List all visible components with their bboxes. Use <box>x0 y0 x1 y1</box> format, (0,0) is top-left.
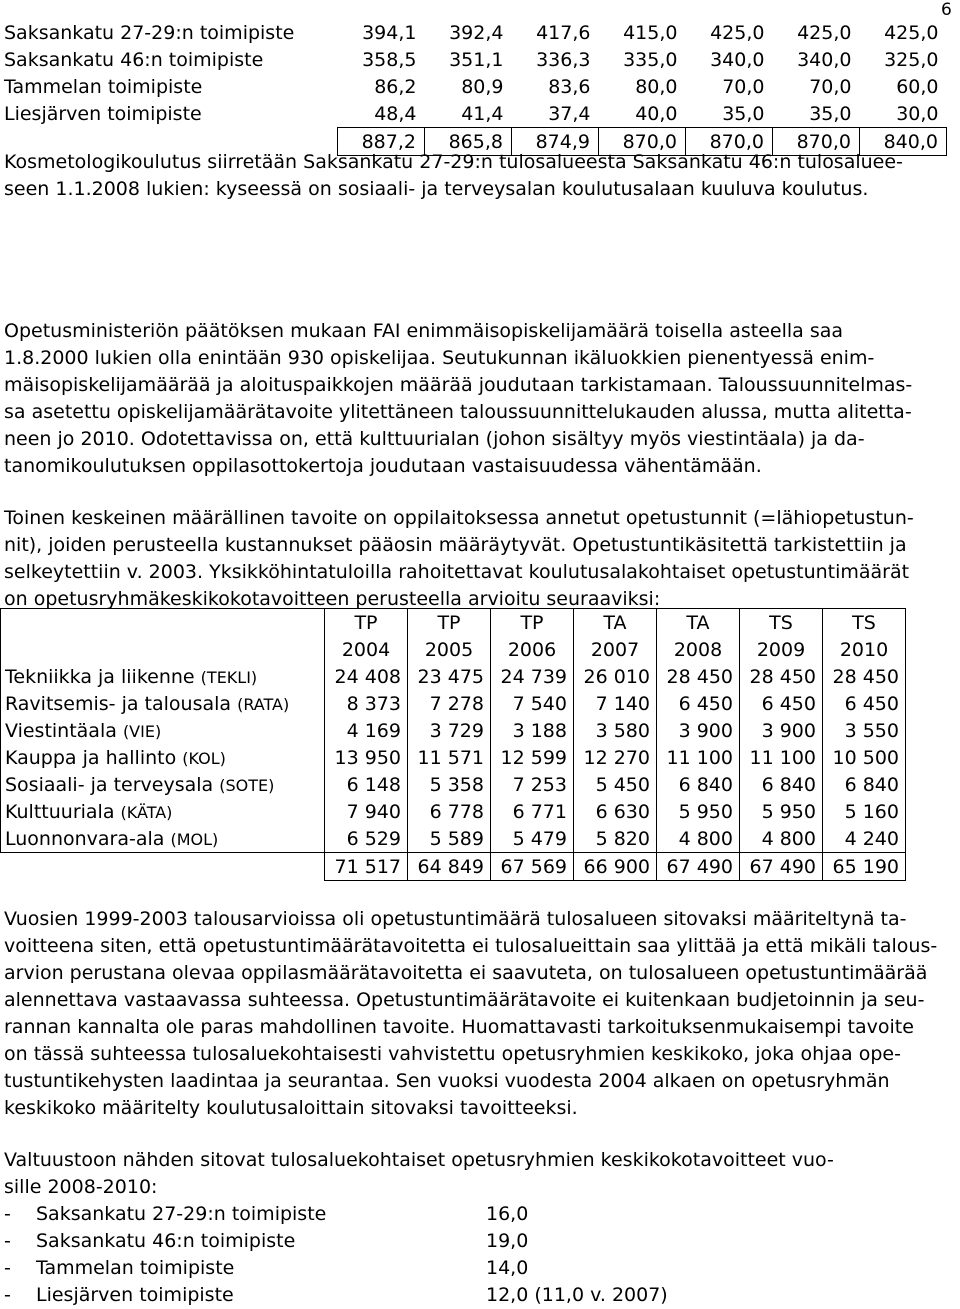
field-name: Kulttuuriala <box>5 800 115 823</box>
table-cell: 28 450 <box>823 663 906 690</box>
list-item-label: Liesjärven toimipiste <box>36 1284 234 1306</box>
table-cell: 12 599 <box>491 744 574 771</box>
paragraph-line: selkeytettiin v. 2003. Yksikköhintatuloilla rahoitettavat koulutusalakohtaiset opetustuntimäärät <box>4 561 910 583</box>
list-item <box>4 1228 528 1255</box>
table-cell: 24 739 <box>491 663 574 690</box>
column-header: TP <box>408 609 491 637</box>
column-year: 2006 <box>491 636 574 663</box>
list-item-label: Tammelan toimipiste <box>36 1257 235 1279</box>
row-label: Tammelan toimipiste <box>4 75 203 98</box>
header-row <box>1 609 906 637</box>
total-cell: 840,0 <box>860 128 947 156</box>
paragraph-line: on tässä suhteessa tulosaluekohtaisesti vahvistettu opetusryhmien keskikoko, joka ohjaa ope- <box>4 1043 901 1065</box>
table-cell: 5 820 <box>574 825 657 853</box>
table-cell: 7 140 <box>574 690 657 717</box>
table-row <box>0 19 947 46</box>
column-year: 2005 <box>408 636 491 663</box>
column-header: TS <box>823 609 906 637</box>
row-label: Liesjärven toimipiste <box>4 102 202 125</box>
list-item <box>4 1282 668 1309</box>
paragraph-line: 1.8.2000 lukien olla enintään 930 opiskelijaa. Seutukunnan ikäluokkien pienentyessä enim- <box>4 347 875 369</box>
paragraph-line: tustuntikehysten laadintaa ja seurantaa. Sen vuoksi vuodesta 2004 alkaen on opetusryhmän <box>4 1070 890 1092</box>
column-header: TP <box>491 609 574 637</box>
table-row <box>0 73 947 100</box>
field-name: Sosiaali- ja terveysala <box>5 773 214 796</box>
note-text-line: Kosmetologikoulutus siirretään Saksankatu 27-29:n tulosalueesta Saksankatu 46:n tulosaluee- <box>4 151 903 173</box>
table-row <box>0 46 947 73</box>
table-cell: 6 529 <box>325 825 408 853</box>
total-cell: 870,0 <box>773 128 860 156</box>
paragraph-line: Opetusministeriön päätöksen mukaan FAI enimmäisopiskelijamäärä toisella asteella saa <box>4 320 844 342</box>
list-bullet: - <box>4 1257 11 1279</box>
list-item-value: 16,0 <box>486 1203 529 1225</box>
table-cell: 325,0 <box>884 48 939 71</box>
total-cell: 887,2 <box>338 128 425 156</box>
table-cell: 340,0 <box>710 48 765 71</box>
table-cell: 7 940 <box>325 798 408 825</box>
teaching-hours-table <box>0 608 906 881</box>
field-name: Ravitsemis- ja talousala <box>5 692 232 715</box>
table-cell: 24 408 <box>325 663 408 690</box>
table-cell: 3 188 <box>491 717 574 744</box>
list-item <box>4 1255 528 1282</box>
list-item-value: 19,0 <box>486 1230 529 1252</box>
table-cell: 6 840 <box>657 771 740 798</box>
field-abbreviation: (KOL) <box>182 748 226 768</box>
column-year: 2008 <box>657 636 740 663</box>
table-cell: 60,0 <box>896 75 939 98</box>
table-row <box>1 717 906 744</box>
paragraph-line: nit), joiden perusteella kustannukset pääosin määräytyvät. Opetustuntikäsitettä tarkistettiin ja <box>4 534 907 556</box>
total-cell: 870,0 <box>599 128 686 156</box>
table-cell: 10 500 <box>823 744 906 771</box>
table-cell: 70,0 <box>722 75 765 98</box>
table-cell: 415,0 <box>623 21 678 44</box>
field-name: Viestintäala <box>5 719 117 742</box>
field-abbreviation: (TEKLI) <box>200 667 258 687</box>
table-cell: 8 373 <box>325 690 408 717</box>
paragraph-line: Vuosien 1999-2003 talousarvioissa oli opetustuntimäärä tulosalueen sitovaksi määriteltynä ta- <box>4 908 907 930</box>
row-label <box>1 663 325 690</box>
field-abbreviation: (KÄTA) <box>120 802 173 822</box>
total-cell: 874,9 <box>512 128 599 156</box>
table-row <box>1 798 906 825</box>
field-name: Tekniikka ja liikenne <box>5 665 195 688</box>
total-cell: 67 490 <box>657 853 740 881</box>
table-cell: 23 475 <box>408 663 491 690</box>
table-cell: 425,0 <box>797 21 852 44</box>
table-cell: 7 540 <box>491 690 574 717</box>
total-cell: 65 190 <box>823 853 906 881</box>
paragraph-line: arvion perustana olevaa oppilasmäärätavoitetta ei saavuteta, on tulosalueen opetustuntimäärää <box>4 962 928 984</box>
table-cell: 30,0 <box>896 102 939 125</box>
table-cell: 3 580 <box>574 717 657 744</box>
table-cell: 12 270 <box>574 744 657 771</box>
table-row <box>1 771 906 798</box>
list-bullet: - <box>4 1230 11 1252</box>
total-cell: 64 849 <box>408 853 491 881</box>
table-cell: 335,0 <box>623 48 678 71</box>
table-cell: 358,5 <box>362 48 417 71</box>
header-row <box>1 636 906 663</box>
field-abbreviation: (RATA) <box>237 694 290 714</box>
header-label <box>1 636 325 663</box>
table-cell: 40,0 <box>635 102 678 125</box>
table-cell: 28 450 <box>657 663 740 690</box>
table-cell: 26 010 <box>574 663 657 690</box>
table-cell: 425,0 <box>884 21 939 44</box>
table-cell: 11 100 <box>657 744 740 771</box>
table-cell: 86,2 <box>374 75 417 98</box>
table-cell: 11 100 <box>740 744 823 771</box>
table-cell: 5 950 <box>657 798 740 825</box>
table-cell: 336,3 <box>536 48 591 71</box>
table-cell: 6 148 <box>325 771 408 798</box>
table-cell: 5 160 <box>823 798 906 825</box>
table-cell: 6 840 <box>740 771 823 798</box>
table-cell: 3 729 <box>408 717 491 744</box>
binding-heading-line: sille 2008-2010: <box>4 1176 158 1198</box>
table-cell: 35,0 <box>722 102 765 125</box>
table-cell: 4 800 <box>740 825 823 853</box>
row-label <box>1 771 325 798</box>
table-cell: 392,4 <box>449 21 504 44</box>
field-name: Kauppa ja hallinto <box>5 746 177 769</box>
paragraph-line: keskikoko määritelty koulutusaloittain sitovaksi tavoitteeksi. <box>4 1097 578 1119</box>
table-cell: 351,1 <box>449 48 504 71</box>
total-cell: 71 517 <box>325 853 408 881</box>
table-row <box>1 663 906 690</box>
table-cell: 5 450 <box>574 771 657 798</box>
row-label <box>1 798 325 825</box>
table-cell: 35,0 <box>809 102 852 125</box>
table-cell: 5 479 <box>491 825 574 853</box>
paragraph-line: voitteena siten, että opetustuntimäärätavoitetta ei tulosalueittain saa ylittää ja että mikäli talous- <box>4 935 938 957</box>
table-cell: 425,0 <box>710 21 765 44</box>
paragraph-line: rannan kannalta ole paras mahdollinen tavoite. Huomattavasti tarkoituksenmukaisempi tavoite <box>4 1016 914 1038</box>
table-cell: 3 550 <box>823 717 906 744</box>
table-cell: 340,0 <box>797 48 852 71</box>
table-cell: 4 800 <box>657 825 740 853</box>
row-label: Saksankatu 46:n toimipiste <box>4 48 264 71</box>
table-cell: 13 950 <box>325 744 408 771</box>
paragraph-line: on opetusryhmäkeskikokotavoitteen perusteella arvioitu seuraaviksi: <box>4 588 661 610</box>
table-cell: 7 253 <box>491 771 574 798</box>
table-cell: 4 169 <box>325 717 408 744</box>
row-label <box>1 717 325 744</box>
table-cell: 7 278 <box>408 690 491 717</box>
paragraph-line: alennettava vastaavassa suhteessa. Opetustuntimäärätavoite ei kuitenkaan budjetoinnin ja seu- <box>4 989 925 1011</box>
table-cell: 6 450 <box>740 690 823 717</box>
page-number: 6 <box>941 0 952 20</box>
total-cell: 865,8 <box>425 128 512 156</box>
field-name: Luonnonvara-ala <box>5 827 165 850</box>
table-cell: 5 589 <box>408 825 491 853</box>
paragraph-line: tanomikoulutuksen oppilasottokertoja joudutaan vastaisuudessa vähentämään. <box>4 455 762 477</box>
column-header: TP <box>325 609 408 637</box>
table-cell: 37,4 <box>548 102 591 125</box>
note-text-line: seen 1.1.2008 lukien: kyseessä on sosiaali- ja terveysalan koulutusalaan kuuluva koulutus. <box>4 178 869 200</box>
total-cell: 67 569 <box>491 853 574 881</box>
table-cell: 6 450 <box>823 690 906 717</box>
table-cell: 5 358 <box>408 771 491 798</box>
totals-row <box>1 853 906 881</box>
table-cell: 83,6 <box>548 75 591 98</box>
table-cell: 3 900 <box>657 717 740 744</box>
table-row <box>0 100 947 128</box>
row-label: Saksankatu 27-29:n toimipiste <box>4 21 295 44</box>
table-cell: 5 950 <box>740 798 823 825</box>
table-cell: 417,6 <box>536 21 591 44</box>
unit-values-table <box>0 19 947 156</box>
table-row <box>1 690 906 717</box>
list-bullet: - <box>4 1203 11 1225</box>
table-cell: 6 630 <box>574 798 657 825</box>
list-bullet: - <box>4 1284 11 1306</box>
column-year: 2010 <box>823 636 906 663</box>
paragraph-line: mäisopiskelijamäärää ja aloituspaikkojen määrää joudutaan tarkistamaan. Taloussuunnitelmas- <box>4 374 913 396</box>
paragraph-line: sa asetettu opiskelijamäärätavoite ylitettäneen taloussuunnittelukauden alussa, mutta alitetta- <box>4 401 912 423</box>
list-item-label: Saksankatu 27-29:n toimipiste <box>36 1203 327 1225</box>
field-abbreviation: (VIE) <box>122 721 162 741</box>
list-item <box>4 1201 528 1228</box>
table-cell: 3 900 <box>740 717 823 744</box>
total-cell: 67 490 <box>740 853 823 881</box>
table-cell: 394,1 <box>362 21 417 44</box>
field-abbreviation: (SOTE) <box>219 775 275 795</box>
column-year: 2009 <box>740 636 823 663</box>
table-cell: 6 840 <box>823 771 906 798</box>
column-year: 2004 <box>325 636 408 663</box>
table-cell: 80,9 <box>461 75 504 98</box>
table-row <box>1 825 906 853</box>
paragraph-line: neen jo 2010. Odotettavissa on, että kulttuurialan (johon sisältyy myös viestintäala) ja da- <box>4 428 865 450</box>
table-cell: 28 450 <box>740 663 823 690</box>
totals-label <box>1 853 325 881</box>
field-abbreviation: (MOL) <box>170 829 219 849</box>
table-cell: 6 778 <box>408 798 491 825</box>
table-cell: 48,4 <box>374 102 417 125</box>
total-cell: 870,0 <box>686 128 773 156</box>
row-label <box>1 744 325 771</box>
column-year: 2007 <box>574 636 657 663</box>
total-cell: 66 900 <box>574 853 657 881</box>
row-label <box>1 690 325 717</box>
table-cell: 80,0 <box>635 75 678 98</box>
list-item-value: 12,0 (11,0 v. 2007) <box>486 1284 668 1306</box>
table-cell: 70,0 <box>809 75 852 98</box>
list-item-label: Saksankatu 46:n toimipiste <box>36 1230 296 1252</box>
table-cell: 41,4 <box>461 102 504 125</box>
table-cell: 11 571 <box>408 744 491 771</box>
row-label <box>1 825 325 853</box>
column-header: TA <box>657 609 740 637</box>
paragraph-line: Toinen keskeinen määrällinen tavoite on oppilaitoksessa annetut opetustunnit (=lähiopetustun- <box>4 507 914 529</box>
binding-heading-line: Valtuustoon nähden sitovat tulosaluekohtaiset opetusryhmien keskikokotavoitteet vuo- <box>4 1149 834 1171</box>
column-header: TA <box>574 609 657 637</box>
table-cell: 6 450 <box>657 690 740 717</box>
header-label <box>1 609 325 637</box>
column-header: TS <box>740 609 823 637</box>
table-cell: 4 240 <box>823 825 906 853</box>
table-cell: 6 771 <box>491 798 574 825</box>
list-item-value: 14,0 <box>486 1257 529 1279</box>
table-row <box>1 744 906 771</box>
